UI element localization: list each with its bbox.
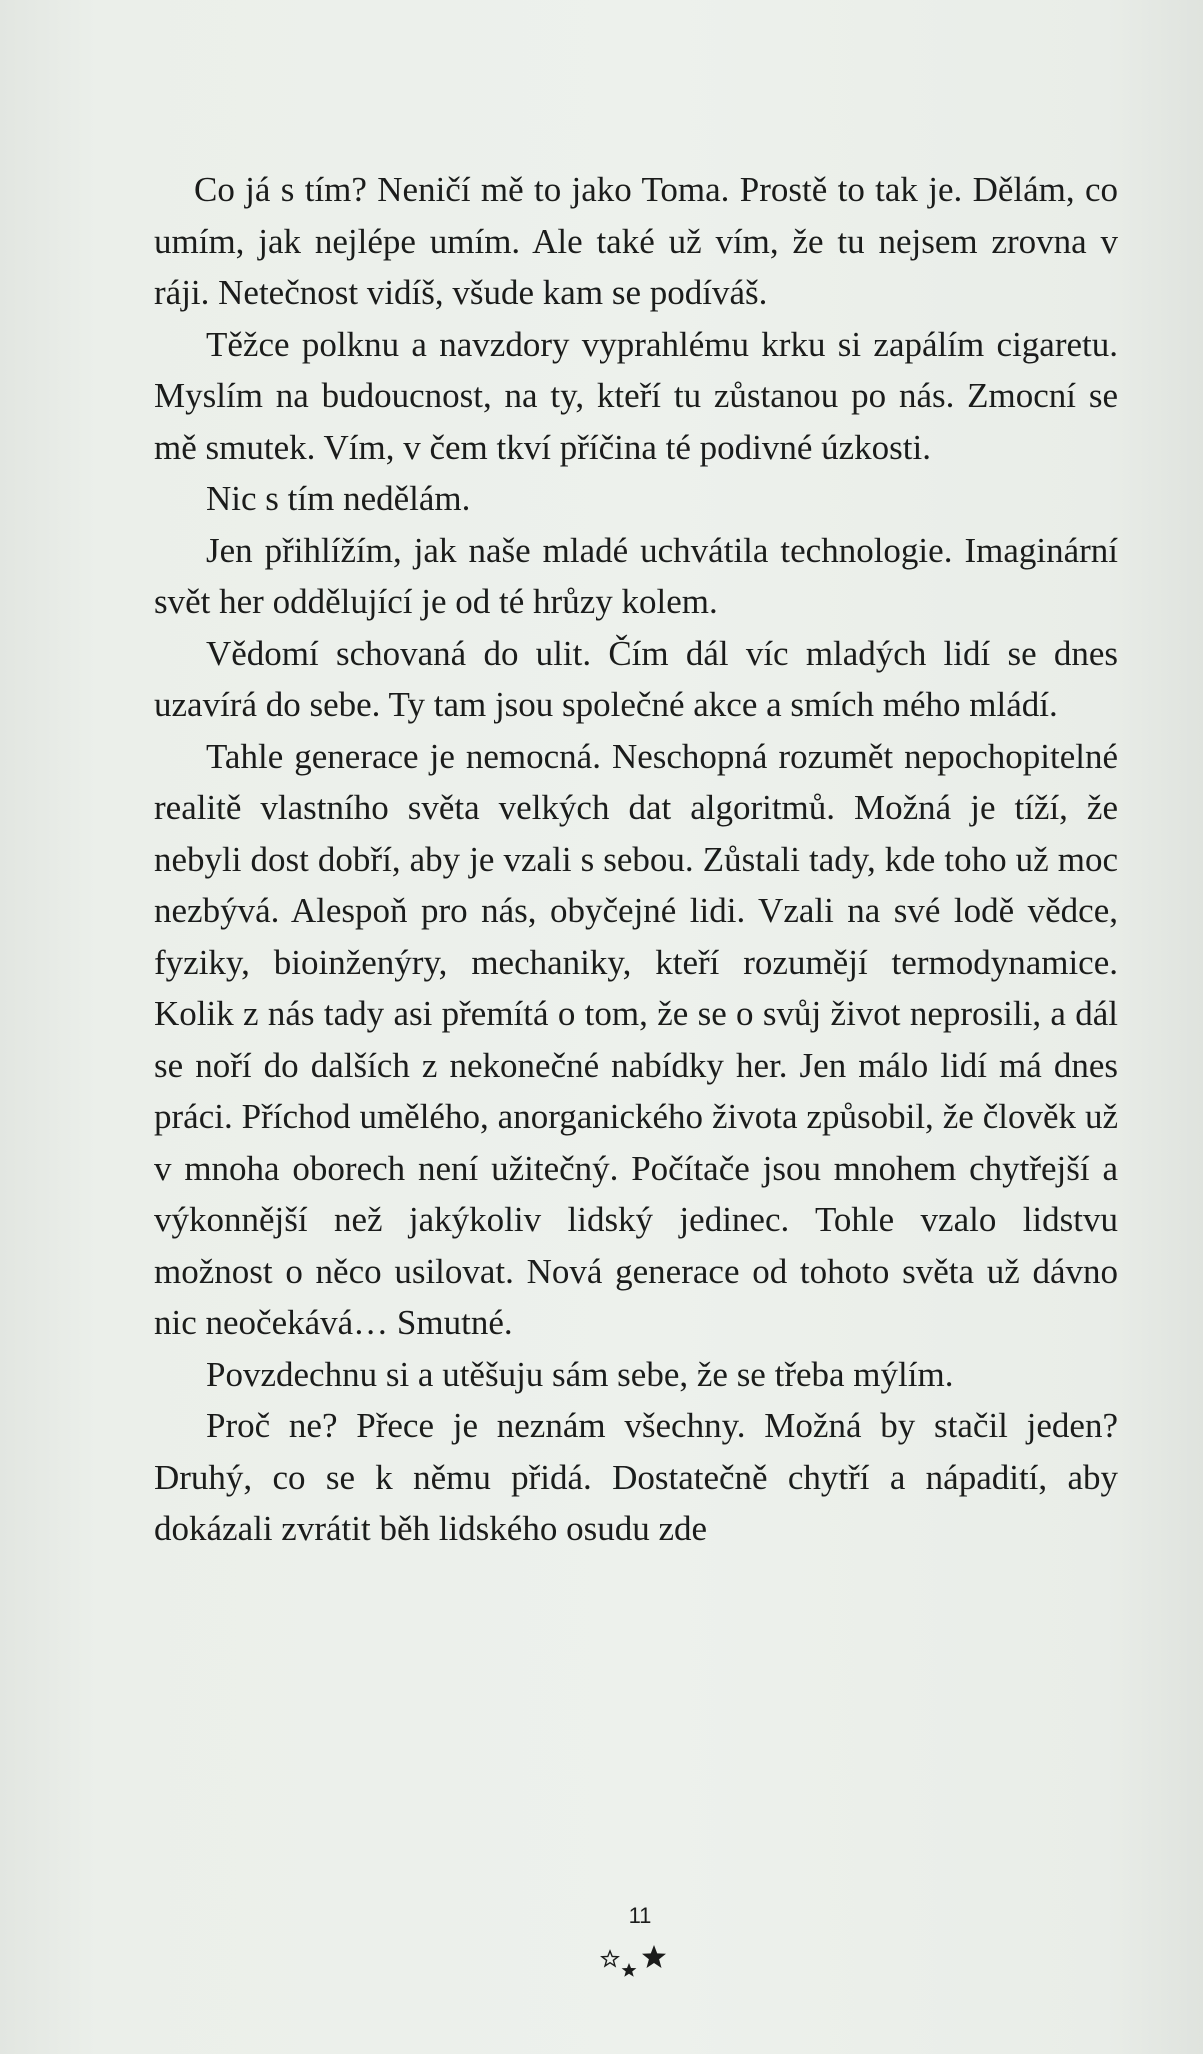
paragraph: Co já s tím? Neničí mě to jako Toma. Prostě to tak je. Dělám, co umím, jak nejlépe umím. Ale také už vím, že tu nejsem zrovna v ráji. Netečnost vidíš, všude kam se podíváš. (154, 170, 1118, 312)
large-star-icon (642, 1945, 666, 1968)
small-star-icon (622, 1963, 637, 1977)
paragraph: Proč ne? Přece je neznám všechny. Možná by stačil jeden? Druhý, co se k němu přidá. Dostatečně chytří a nápadití, aby dokázali zvrátit běh lidského osudu zde (154, 1406, 1118, 1548)
paragraph: Nic s tím nedělám. (206, 479, 471, 518)
outline-star-icon (602, 1951, 618, 1966)
stars-icon (592, 1937, 682, 1987)
paragraph: Povzdechnu si a utěšuju sám sebe, že se třeba mýlím. (206, 1354, 954, 1394)
paragraph: Tahle generace je nemocná. Neschopná rozumět nepochopitelné realitě vlastního světa velkých dat algoritmů. Možná je tíží, že nebyli dost dobří, aby je vzali s sebou. Zůstali tady, kde toho už moc nezbývá. Alespoň pro nás, obyčejné lidi. Vzali na své lodě vědce, fyziky, bioinženýry, mechaniky, kteří rozumějí termodynamice. Kolik z nás tady asi přemítá o tom, že se o svůj život neprosili, a dál se noří do dalších z nekonečné nabídky her. Jen málo lidí má dnes práci. Příchod umělého, anorganického života způsobil, že člověk už v mnoha oborech není užitečný. Počítače jsou mnohem chytřejší a výkonnější než jakýkoliv lidský jedinec. Tohle vzalo lidstvu možnost o něco usilovat. Nová generace od tohoto světa už dávno nic neočekává… Smutné. (154, 736, 1118, 1342)
paragraph: Vědomí schovaná do ulit. Čím dál víc mladých lidí se dnes uzavírá do sebe. Ty tam jsou společné akce a smích mého mládí. (154, 633, 1118, 724)
body-text (154, 164, 1118, 1555)
page-number: 11 (628, 1903, 652, 1928)
paragraph: Těžce polknu a navzdory vyprahlému krku si zapálím cigaretu. Myslím na budoucnost, na ty, kteří tu zůstanou po nás. Zmocní se mě smutek. Vím, v čem tkví příčina té podivné úzkosti. (154, 324, 1118, 467)
paragraph: Jen přihlížím, jak naše mladé uchvátila technologie. Imaginární svět her oddělující je od té hrůzy kolem. (154, 530, 1118, 621)
